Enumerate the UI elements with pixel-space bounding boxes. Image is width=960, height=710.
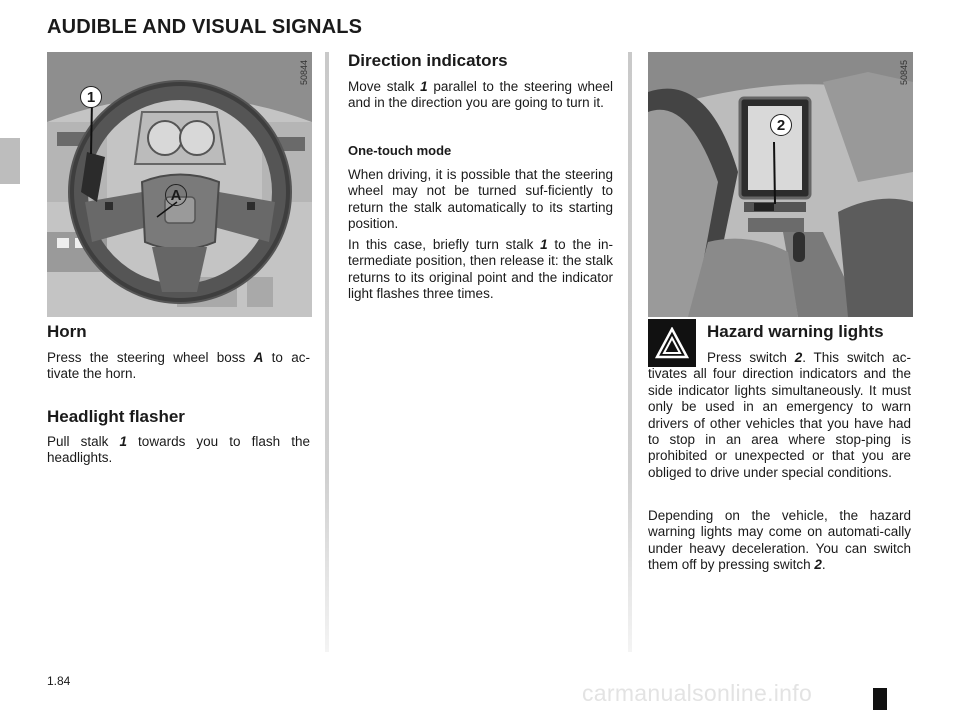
section-tab	[0, 138, 20, 184]
watermark: carmanualsonline.info	[582, 680, 813, 706]
horn-text: Press the steering wheel boss A to ac-tivate the horn.	[47, 350, 310, 382]
dashboard-photo	[648, 52, 913, 317]
headlight-flasher-heading: Headlight flasher	[47, 407, 185, 426]
dashboard-illustration	[648, 52, 913, 317]
callout-a: A	[165, 184, 187, 206]
headlight-flasher-text: Pull stalk 1 towards you to flash the headlights.	[47, 434, 310, 466]
one-touch-mode-subheading: One-touch mode	[348, 143, 452, 158]
horn-heading: Horn	[47, 322, 87, 341]
one-touch-mode-text: When driving, it is possible that the steering wheel may not be turned suf-ficiently to return the stalk automatically to its starting position.	[348, 167, 613, 232]
column-divider-1	[325, 52, 329, 652]
corner-mark	[873, 688, 887, 710]
page-number: 1.84	[47, 674, 71, 688]
hazard-auto-text: Depending on the vehicle, the hazard warning lights may come on automati-cally under heavy deceleration. You can switch them off by pressing switch 2.	[648, 508, 911, 573]
page-title: AUDIBLE AND VISUAL SIGNALS	[47, 16, 363, 38]
column-divider-2	[628, 52, 632, 652]
callout-1: 1	[80, 86, 102, 108]
figure-ref-code: 50844	[299, 59, 309, 85]
figure-ref-code: 50845	[899, 59, 909, 85]
direction-indicators-heading: Direction indicators	[348, 51, 508, 70]
one-touch-mode-text-2: In this case, briefly turn stalk 1 to the in-termediate position, then release it: the stalk returns to its original point and the indicator light flashes three times.	[348, 237, 613, 302]
hazard-heading: Hazard warning lights	[707, 322, 884, 341]
direction-indicators-text: Move stalk 1 parallel to the steering wheel and in the direction you are going to turn it.	[348, 79, 613, 111]
callout-2: 2	[770, 114, 792, 136]
hazard-text: Press switch 2. This switch ac-tivates all four direction indicators and the side indicator lights simultaneously. It must only be used in an emergency to warn drivers of other vehicles that you have had to stop in an area where stop-ping is prohibited or unexpected or that you are obliged to drive under special conditions.	[648, 350, 911, 480]
